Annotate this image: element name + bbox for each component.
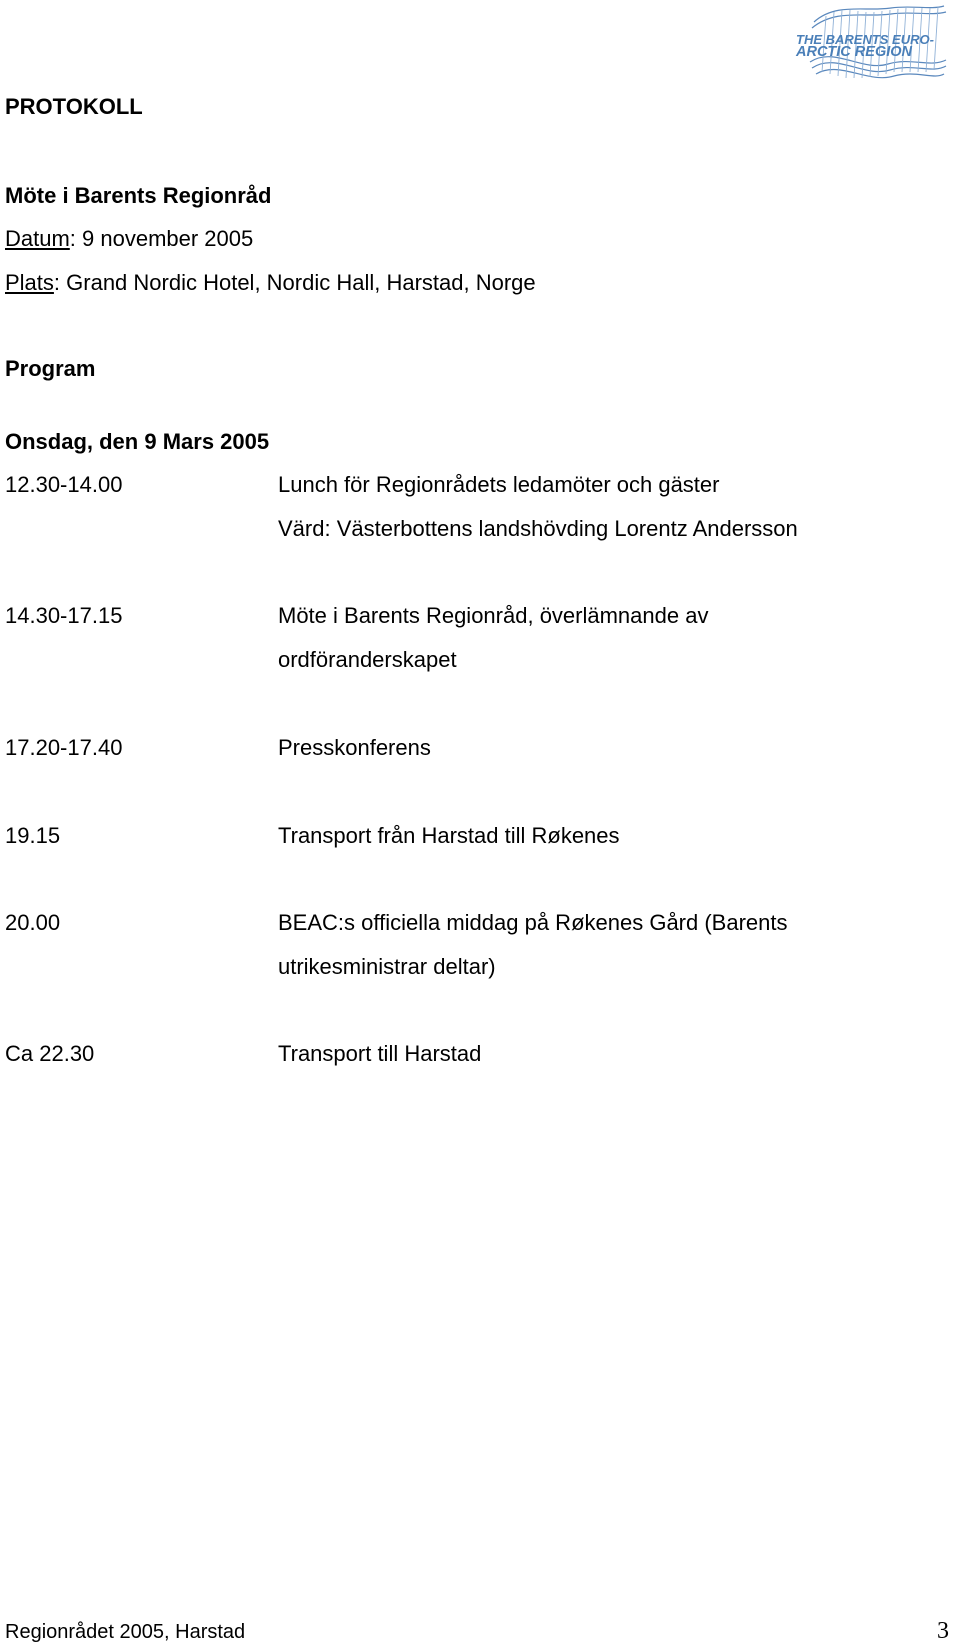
schedule-item: Transport från Harstad till Røkenes (278, 823, 620, 848)
schedule-item: Lunch för Regionrådets ledamöter och gäster (278, 472, 720, 497)
date-label: Datum (5, 226, 70, 251)
schedule-item: Möte i Barents Regionråd, överlämnande av (278, 603, 709, 628)
schedule-item-detail: Värd: Västerbottens landshövding Lorentz Andersson (278, 516, 798, 541)
place-label: Plats (5, 270, 54, 295)
schedule-item-detail: ordföranderskapet (278, 647, 457, 672)
place-value: : Grand Nordic Hotel, Nordic Hall, Harstad, Norge (53, 270, 536, 295)
schedule-item: Transport till Harstad (278, 1041, 482, 1066)
date-value: : 9 november 2005 (69, 226, 254, 251)
day-heading: Onsdag, den 9 Mars 2005 (5, 429, 270, 454)
schedule-time: 17.20-17.40 (5, 735, 123, 760)
place-line (5, 270, 536, 296)
schedule-time: 14.30-17.15 (5, 603, 123, 628)
barents-logo (796, 2, 948, 84)
schedule-time: 12.30-14.00 (5, 472, 123, 497)
meeting-heading: Möte i Barents Regionråd (5, 183, 272, 208)
schedule-item: Presskonferens (278, 735, 431, 760)
schedule-time: 20.00 (5, 910, 61, 935)
schedule-item-detail: utrikesministrar deltar) (278, 954, 496, 979)
schedule-item: BEAC:s officiella middag på Røkenes Gård (Barents (278, 910, 788, 935)
logo-text-line2: ARCTIC REGION (796, 44, 912, 60)
date-line (5, 226, 253, 252)
schedule-time: 19.15 (5, 823, 61, 848)
schedule-time: Ca 22.30 (5, 1041, 95, 1066)
logo-text-line1: THE BARENTS EURO- (796, 32, 934, 47)
footer-text: Regionrådet 2005, Harstad (5, 1621, 246, 1643)
document-title: PROTOKOLL (5, 94, 143, 119)
page-number: 3 (937, 1618, 949, 1644)
program-heading: Program (5, 356, 96, 381)
